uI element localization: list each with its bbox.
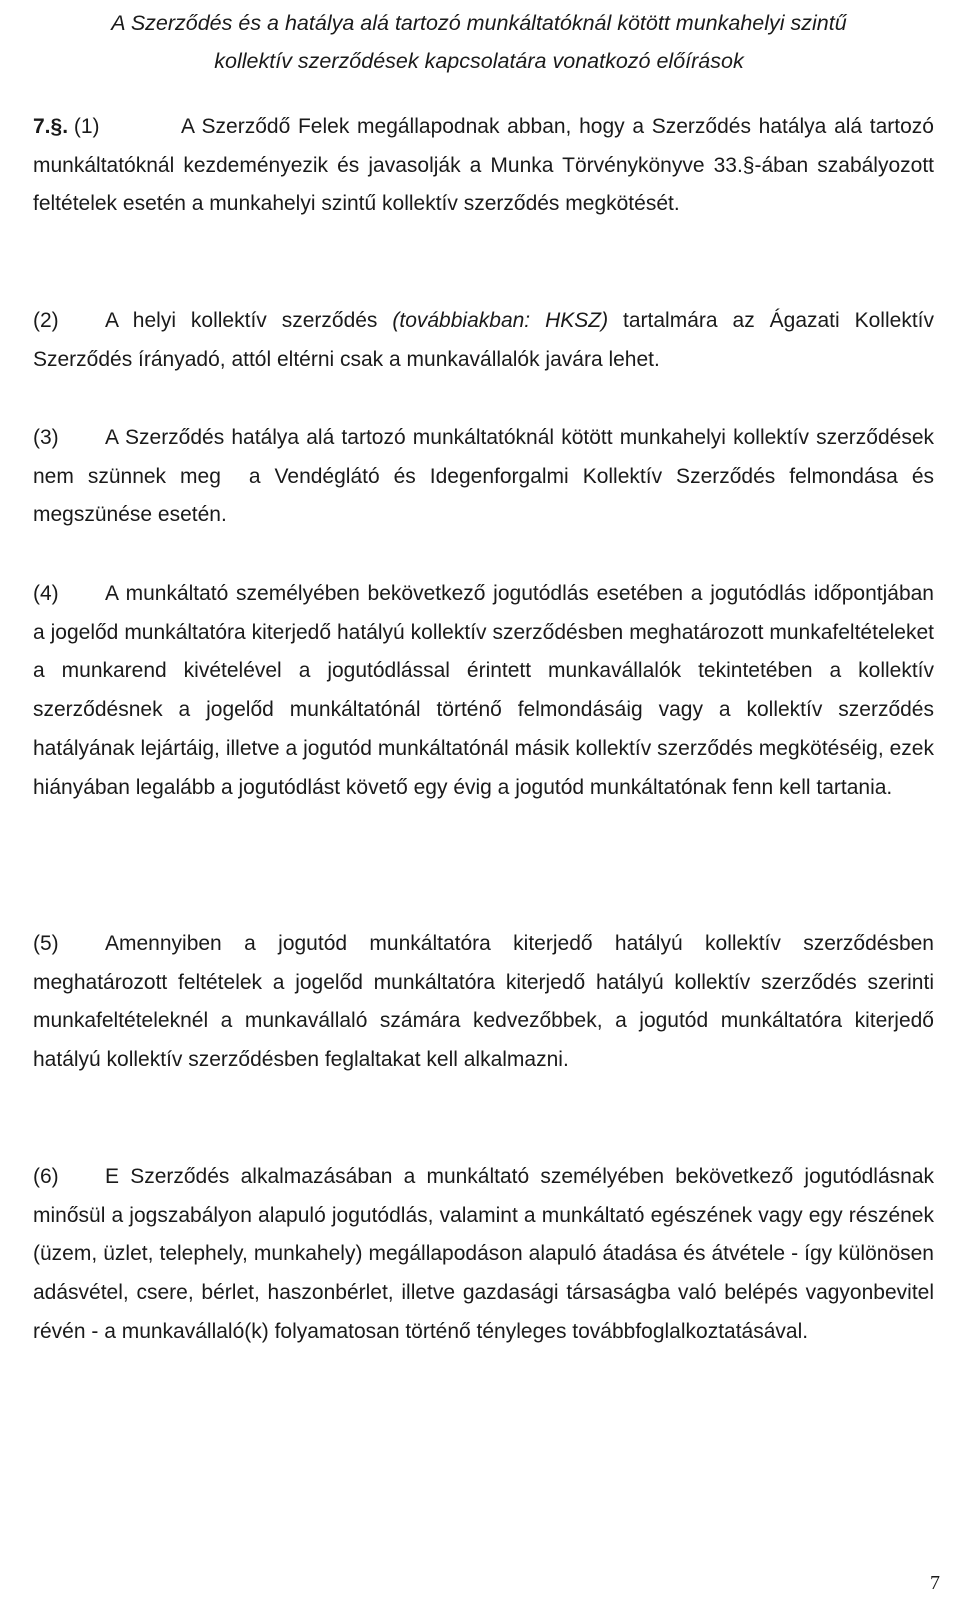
paragraph-1-number-group (33, 108, 181, 147)
paragraph-1 (33, 108, 934, 224)
paragraph-2 (33, 302, 934, 379)
paragraph-4 (33, 575, 946, 807)
paragraph-1-number: (1) (73, 115, 100, 138)
paragraph-1-text: A Szerződő Felek megállapodnak abban, hogy a Szerződés hatálya alá tartozó munkáltatóknál kezdeményezik és javasolják a Munka Törvénykönyve 33.§-ában szabályozott feltételek esetén a munkahelyi szintű kollektív szerződés megkötését. (33, 115, 934, 216)
article-label: 7.§. (33, 115, 69, 138)
paragraph-6-number: (6) (33, 1165, 59, 1188)
paragraph-5-text: Amennyiben a jogutód munkáltatóra kiterjedő hatályú kollektív szerződésben meghatározott feltételek a jogelőd munkáltatóra kiterjedő hatályú kollektív szerződés szerinti munkafeltételeknél a munkavállaló számára kedvezőbbek, a jogutód munkáltatóra kiterjedő hatályú kollektív szerződésben feglaltakat kell alkalmazni. (33, 932, 934, 1072)
paragraph-3-text: A Szerződés hatálya alá tartozó munkáltatóknál kötött munkahelyi kollektív szerződések nem szünnek meg a Vendéglátó és Idegenforgalmi Kollektív Szerződés felmondása és megszünése esetén. (33, 426, 940, 527)
paragraph-5 (33, 925, 934, 1080)
paragraph-2-text-after: tartalmára az Ágazati Kollektív Szerződés írányadó, attól eltérni csak a munkavállalók javára lehet. (33, 309, 934, 371)
header-line-1: A Szerződés és a hatálya alá tartozó munkáltatóknál kötött munkahelyi szintű (111, 11, 847, 35)
paragraph-6-text: E Szerződés alkalmazásában a munkáltató személyében bekövetkező jogutódlásnak minősül a jogszabályon alapuló jogutódlás, valamint a munkáltató egészének vagy egy részének (üzem, üzlet, telephely, munkahely) megállapodáson alapuló átadása és átvétele - így különösen adásvétel, csere, bérlet, haszonbérlet, illetve gazdasági társaságba való belépés vagyonbevitel révén - a munkavállaló(k) folyamatosan történő tényleges továbbfoglalkoztatásával. (33, 1165, 934, 1343)
paragraph-4-text: A munkáltató személyében bekövetkező jogutódlás esetében a jogutódlás időpontjában a jogelőd munkáltatóra kiterjedő hatályú kollektív szerződésben meghatározott munkafeltételeket a munkarend kivételével a jogutódlással érintett munkavállalók tekintetében a kollektív szerződésnek a jogelőd munkáltatónál történő felmondásáig vagy a kollektív szerződés hatályának lejártáig, illetve a jogutód munkáltatónál másik kollektív szerződés megkötéséig, ezek hiányában legalább a jogutódlást követő egy évig a jogutód munkáltatónak fenn kell tartania. (33, 582, 946, 799)
paragraph-4-number: (4) (33, 582, 59, 605)
paragraph-5-number: (5) (33, 932, 59, 955)
paragraph-2-number: (2) (33, 309, 59, 332)
paragraph-3 (33, 419, 940, 535)
page-number: 7 (930, 1572, 940, 1594)
paragraph-6 (33, 1158, 934, 1352)
paragraph-2-text-before: A helyi kollektív szerződés (105, 309, 393, 332)
header-line-2: kollektív szerződések kapcsolatára vonatkozó előírások (214, 49, 744, 73)
paragraph-2-text-italic: (továbbiakban: HKSZ) (392, 309, 609, 332)
paragraph-3-number: (3) (33, 426, 59, 449)
page-header (14, 4, 944, 80)
